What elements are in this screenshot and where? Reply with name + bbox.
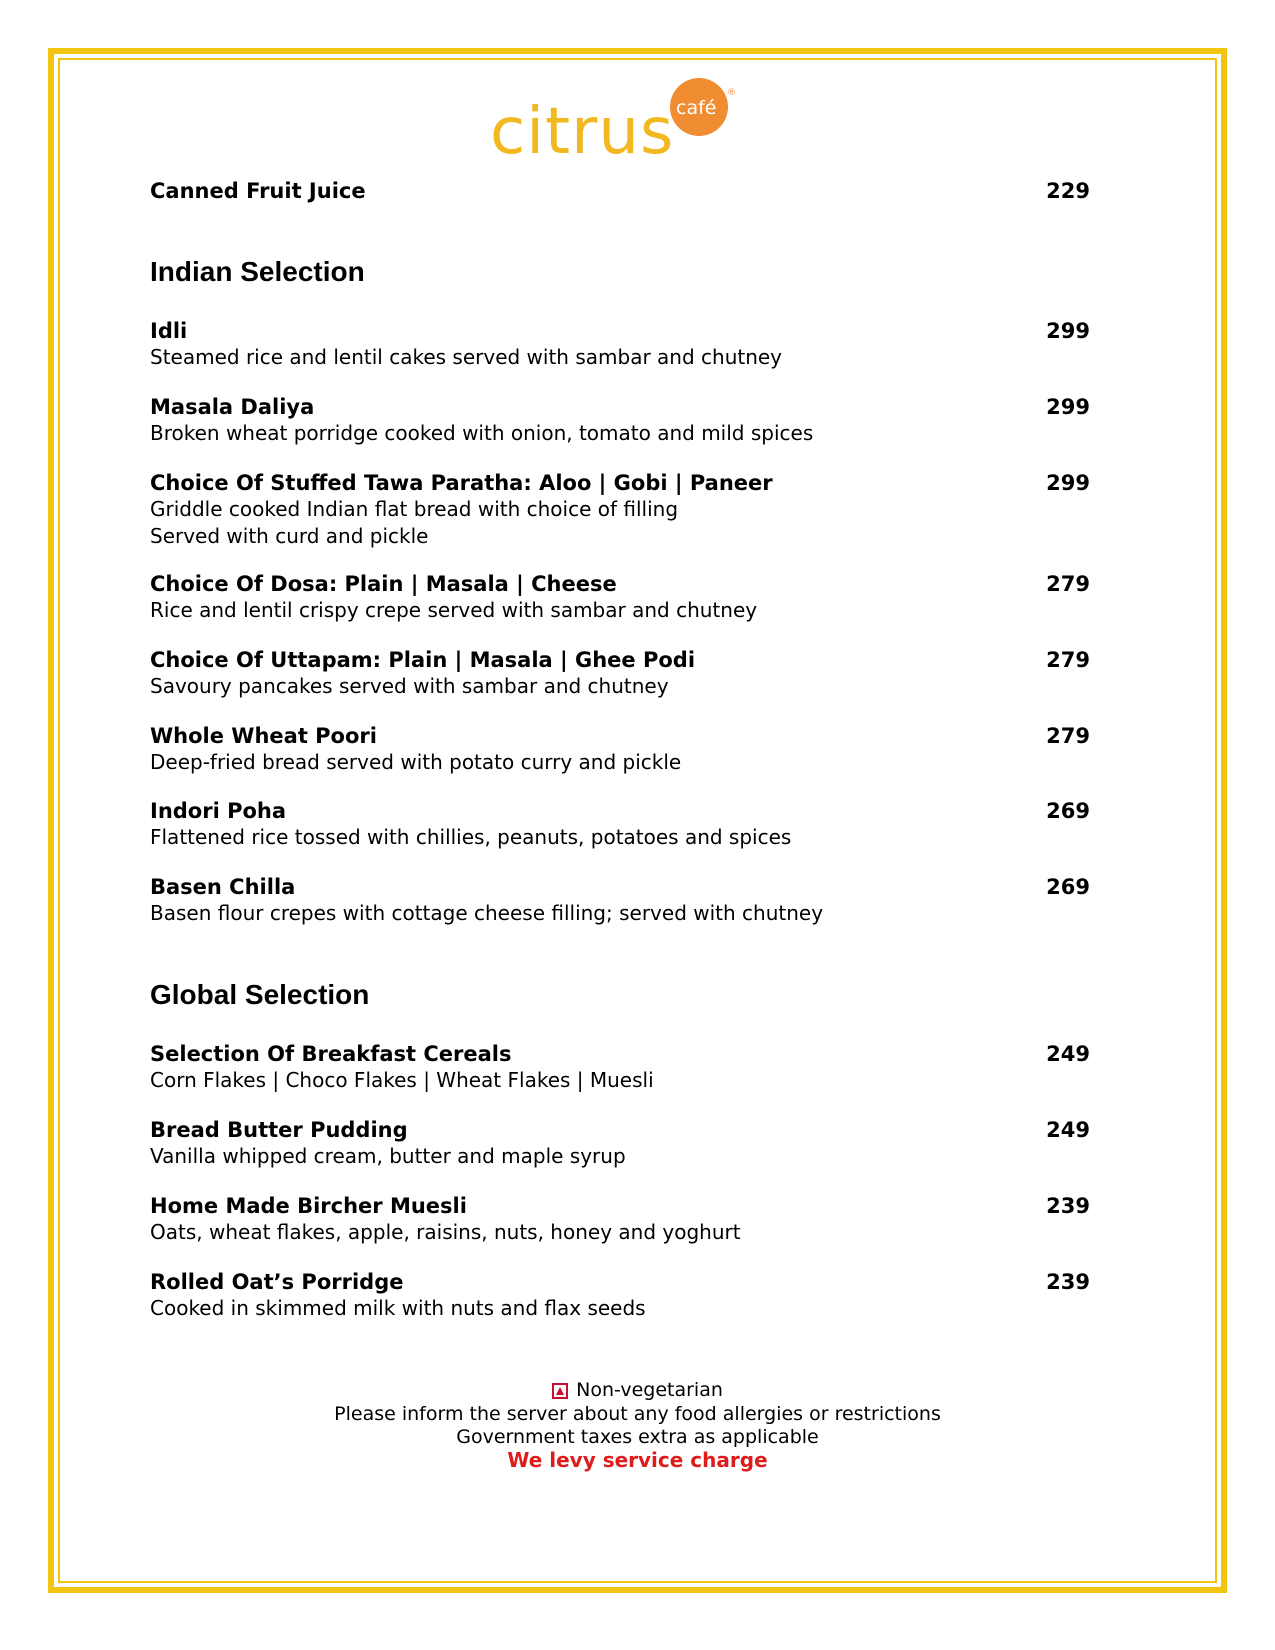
legend-line — [0, 1378, 1275, 1402]
item-price: 279 — [1046, 648, 1090, 672]
menu-item — [150, 723, 1090, 776]
item-description: Flattened rice tossed with chillies, peanuts, potatoes and spices — [150, 825, 792, 849]
allergy-note: Please inform the server about any food allergies or restrictions — [334, 1403, 941, 1425]
item-name: Rolled Oat’s Porridge — [150, 1270, 404, 1294]
item-name: Choice Of Dosa: Plain | Masala | Cheese — [150, 572, 617, 596]
logo-registered-mark: ® — [727, 88, 736, 98]
item-name: Bread Butter Pudding — [150, 1118, 408, 1142]
item-name: Selection Of Breakfast Cereals — [150, 1042, 512, 1066]
item-name: Home Made Bircher Muesli — [150, 1194, 467, 1218]
item-price: 299 — [1046, 471, 1090, 495]
item-price: 279 — [1046, 724, 1090, 748]
item-name: Idli — [150, 319, 188, 343]
item-price: 299 — [1046, 319, 1090, 343]
item-name: Choice Of Uttapam: Plain | Masala | Ghee Podi — [150, 648, 696, 672]
item-price: 239 — [1046, 1270, 1090, 1294]
menu-item — [150, 874, 1090, 927]
item-price: 239 — [1046, 1194, 1090, 1218]
item-name: Indori Poha — [150, 799, 287, 823]
menu-item — [150, 1041, 1090, 1094]
logo-cafe-text: café — [676, 97, 717, 119]
item-description: Griddle cooked Indian flat bread with choice of filling — [150, 497, 679, 521]
service-charge-note: We levy service charge — [507, 1448, 768, 1472]
item-price: 299 — [1046, 395, 1090, 419]
citrus-cafe-logo — [490, 80, 782, 170]
section-title-global: Global Selection — [150, 979, 370, 1010]
item-name: Basen Chilla — [150, 875, 296, 899]
menu-item — [150, 1269, 1090, 1322]
item-price: 229 — [1046, 179, 1090, 203]
item-description: Vanilla whipped cream, butter and maple syrup — [150, 1144, 626, 1168]
menu-item — [150, 1193, 1090, 1246]
logo-wordmark: citrus — [490, 95, 675, 169]
menu-item-canned-fruit-juice — [150, 178, 1090, 204]
item-name: Choice Of Stuffed Tawa Paratha: Aloo | Gobi | Paneer — [150, 471, 773, 495]
item-price: 269 — [1046, 799, 1090, 823]
item-description: Rice and lentil crispy crepe served with sambar and chutney — [150, 598, 758, 622]
item-description: Broken wheat porridge cooked with onion, tomato and mild spices — [150, 421, 814, 445]
menu-item — [150, 647, 1090, 700]
item-description: Steamed rice and lentil cakes served with sambar and chutney — [150, 345, 783, 369]
item-description: Deep-fried bread served with potato curry and pickle — [150, 750, 682, 774]
item-description: Corn Flakes | Choco Flakes | Wheat Flakes | Muesli — [150, 1068, 654, 1092]
menu-item — [150, 1117, 1090, 1170]
menu-item — [150, 470, 1090, 550]
item-description: Savoury pancakes served with sambar and chutney — [150, 674, 669, 698]
item-name: Whole Wheat Poori — [150, 724, 377, 748]
menu-item — [150, 571, 1090, 624]
item-price: 249 — [1046, 1118, 1090, 1142]
item-name: Masala Daliya — [150, 395, 315, 419]
item-price: 249 — [1046, 1042, 1090, 1066]
menu-item — [150, 394, 1090, 447]
item-description: Served with curd and pickle — [150, 524, 429, 548]
non-veg-icon — [552, 1383, 568, 1399]
item-description: Oats, wheat flakes, apple, raisins, nuts, honey and yoghurt — [150, 1220, 741, 1244]
item-description: Cooked in skimmed milk with nuts and flax seeds — [150, 1296, 646, 1320]
item-price: 279 — [1046, 572, 1090, 596]
section-title-indian: Indian Selection — [150, 256, 365, 287]
menu-item — [150, 318, 1090, 371]
item-description: Basen flour crepes with cottage cheese filling; served with chutney — [150, 901, 824, 925]
menu-item — [150, 798, 1090, 851]
item-price: 269 — [1046, 875, 1090, 899]
tax-note: Government taxes extra as applicable — [456, 1426, 819, 1448]
legend-label: Non-vegetarian — [576, 1379, 723, 1401]
item-name: Canned Fruit Juice — [150, 179, 366, 203]
